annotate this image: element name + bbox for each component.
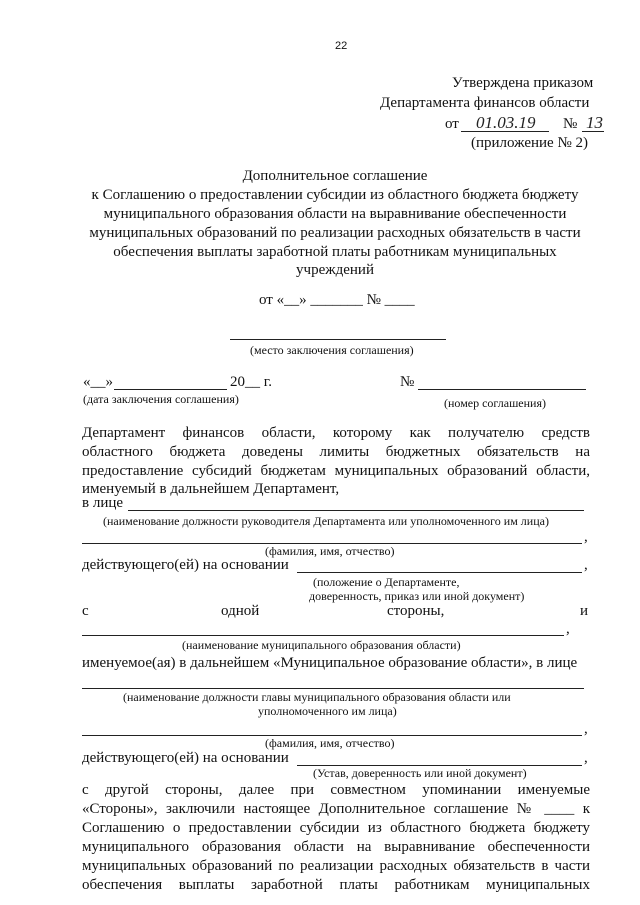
- approval-date-handwritten: 01.03.19: [476, 113, 536, 132]
- comma-5: ,: [584, 750, 588, 766]
- date-left: «__»: [83, 374, 113, 390]
- municipality-underline: [82, 635, 564, 636]
- comma-3: ,: [566, 621, 570, 637]
- basis1-caption-1: (положение о Департаменте,: [313, 575, 460, 589]
- head-position-caption: (наименование должности руководителя Департамента или уполномоченного им лица): [103, 514, 549, 528]
- p2-line-1: с другой стороны, далее при совместном упоминании именуемые: [82, 782, 590, 798]
- date-year: 20__ г.: [230, 374, 272, 390]
- number-caption: (номер соглашения): [444, 396, 546, 410]
- named-mo: именуемое(ая) в дальнейшем «Муниципальное образование области», в лице: [82, 655, 578, 671]
- p1-line-4: именуемый в дальнейшем Департамент,: [82, 481, 340, 497]
- approval-attachment: (приложение № 2): [471, 135, 589, 151]
- approval-line-1: Утверждена приказом: [452, 75, 594, 91]
- approval-number-handwritten: 13: [586, 113, 603, 132]
- in-person-label: в лице: [82, 495, 124, 511]
- title-date-line: от «__» _______ № ____: [259, 292, 415, 308]
- approval-number-label: №: [563, 116, 578, 132]
- fio1-caption: (фамилия, имя, отчество): [265, 544, 395, 558]
- p2-line-2: «Стороны», заключили настоящее Дополнительное соглашение № ____ к: [82, 801, 590, 817]
- place-caption: (место заключения соглашения): [250, 343, 414, 357]
- title-line-2: к Соглашению о предоставлении субсидии из областного бюджета бюджету: [91, 187, 579, 203]
- approval-line-2: Департамента финансов области: [380, 95, 590, 111]
- title-line-3: муниципального образования области на выравнивание обеспеченности: [103, 206, 567, 222]
- side-word-1: с: [82, 603, 89, 619]
- acting-on-1: действующего(ей) на основании: [82, 557, 289, 573]
- p2-line-3: Соглашению о предоставлении субсидии из областного бюджета бюджету: [82, 820, 590, 836]
- side-word-4: и: [580, 603, 589, 619]
- municipality-caption: (наименование муниципального образования области): [182, 638, 461, 652]
- p2-line-4: муниципального образования области на выравнивание обеспеченности: [82, 839, 590, 855]
- side-word-3: стороны,: [387, 603, 445, 619]
- page-number: 22: [335, 40, 348, 52]
- p1-line-1: Департамент финансов области, которому как получателю средств: [82, 425, 590, 441]
- title-line-5: обеспечения выплаты заработной платы работникам муниципальных: [113, 244, 557, 260]
- place-underline: [230, 339, 446, 340]
- comma-1: ,: [584, 529, 588, 545]
- head-position-underline: [128, 510, 584, 511]
- p1-line-3: предоставление субсидий бюджетам муниципальных образований области,: [82, 463, 590, 479]
- number-underline: [418, 389, 586, 390]
- acting-on-2: действующего(ей) на основании: [82, 750, 289, 766]
- fio2-caption: (фамилия, имя, отчество): [265, 736, 395, 750]
- p2-line-6: обеспечения выплаты заработной платы работникам муниципальных: [82, 877, 590, 893]
- comma-4: ,: [584, 721, 588, 737]
- basis1-underline: [297, 572, 582, 573]
- mo-head-caption-1: (наименование должности главы муниципального образования области или: [123, 690, 511, 704]
- title-line-4: муниципальных образований по реализации расходных обязательств в части: [89, 225, 581, 241]
- title-line-6: учреждений: [296, 262, 374, 278]
- number-label: №: [400, 374, 415, 390]
- mo-head-caption-2: уполномоченного им лица): [258, 704, 397, 718]
- title-line-1: Дополнительное соглашение: [242, 168, 428, 184]
- mo-head-underline: [82, 688, 584, 689]
- p1-line-2: областного бюджета доведены лимиты бюджетных обязательств на: [82, 444, 590, 460]
- comma-2: ,: [584, 557, 588, 573]
- date-underline: [114, 389, 227, 390]
- basis2-caption: (Устав, доверенность или иной документ): [313, 766, 527, 780]
- basis1-caption-2: доверенность, приказ или иной документ): [309, 589, 525, 603]
- approval-from-label: от: [445, 116, 459, 132]
- p2-line-5: муниципальных образований по реализации расходных обязательств в части: [82, 858, 590, 874]
- date-caption: (дата заключения соглашения): [83, 392, 239, 406]
- side-word-2: одной: [221, 603, 260, 619]
